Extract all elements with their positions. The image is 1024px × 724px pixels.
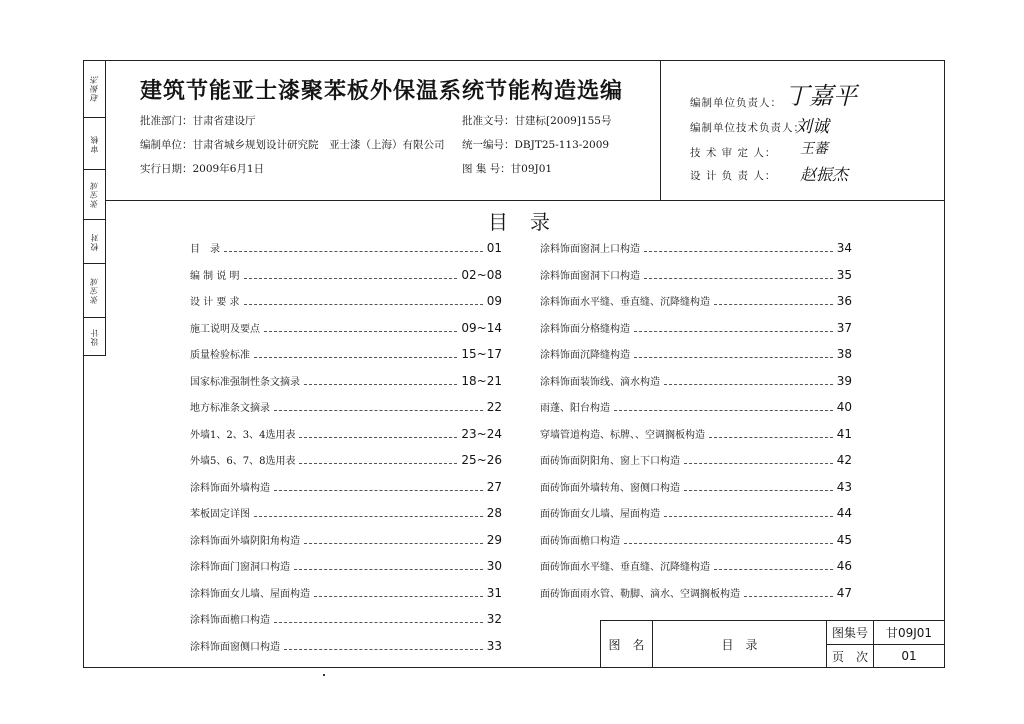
signature-tech-head: 刘诚 (795, 117, 829, 137)
toc-entry (540, 506, 852, 520)
toc-entry-label: 国家标准强制性条文摘录 (190, 376, 300, 388)
toc-entry-page: 09 (486, 294, 502, 308)
toc-entry (190, 347, 502, 361)
toc-entry-label: 涂料饰面装饰线、滴水构造 (540, 376, 660, 388)
page-value: 01 (873, 644, 945, 668)
toc-entry-page: 25~26 (461, 453, 502, 467)
toc-entry-label: 涂料饰面窗洞上口构造 (540, 244, 640, 255)
toc-entry-page: 41 (836, 426, 852, 441)
toc-leader-dots (744, 596, 833, 597)
toc-leader-dots (274, 490, 483, 491)
toc-leader-dots (624, 543, 833, 544)
signature-strip (83, 60, 106, 356)
toc-entry-page: 18~21 (461, 373, 502, 388)
role-design-head: 设 计 负 责 人： (690, 170, 777, 182)
toc-entry-page: 35 (836, 267, 852, 282)
toc-entry (540, 533, 852, 547)
toc-entry-label: 面砖饰面雨水管、勒脚、滴水、空调搁板构造 (540, 588, 740, 600)
toc-leader-dots (634, 331, 833, 332)
role-tech-reviewer: 技 术 审 定 人： (690, 147, 777, 159)
toc-leader-dots (709, 437, 833, 438)
toc-entry (190, 321, 502, 335)
toc-entry-label: 外墙5、6、7、8选用表 (190, 456, 296, 467)
toc-leader-dots (274, 410, 483, 411)
toc-leader-dots (244, 304, 483, 305)
toc-entry-label: 面砖饰面阴阳角、窗上下口构造 (540, 456, 680, 467)
toc-entry-page: 01 (486, 241, 502, 255)
toc-entry-page: 47 (836, 585, 852, 600)
toc-entry (190, 374, 502, 388)
toc-entry-label: 涂料饰面外墙构造 (190, 482, 270, 494)
toc-leader-dots (254, 357, 457, 358)
toc-leader-dots (684, 463, 833, 464)
toc-entry-page: 30 (486, 559, 502, 573)
toc-entry-page: 02~08 (461, 267, 502, 282)
unified-number: 统一编号：DBJT25-113-2009 (462, 139, 610, 151)
title-block (600, 620, 945, 668)
toc-entry-page: 40 (836, 400, 852, 414)
atlas-no-value: 甘09J01 (873, 620, 945, 645)
toc-entry (190, 639, 502, 653)
strip-cell-design: 设计 (83, 318, 105, 356)
toc-leader-dots (284, 649, 483, 650)
atlas-number: 图 集 号：甘09J01 (462, 163, 553, 175)
toc-entry (190, 612, 502, 626)
drawing-name: 目 录 (652, 620, 827, 668)
effective-date: 实行日期：2009年6月1日 (140, 163, 265, 175)
strip-cell-review: 审核 (83, 118, 105, 170)
toc-entry-label: 面砖饰面女儿墙、屋面构造 (540, 509, 660, 520)
toc-leader-dots (714, 569, 833, 570)
toc-entry (190, 559, 502, 573)
toc-entry-page: 34 (836, 241, 852, 255)
toc-entry (190, 294, 502, 308)
toc-entry-label: 涂料饰面水平缝、垂直缝、沉降缝构造 (540, 297, 710, 308)
toc-entry-label: 设 计 要 求 (190, 297, 240, 308)
strip-cell-check: 校对 (83, 220, 105, 264)
toc-leader-dots (224, 251, 483, 252)
toc-entry (190, 533, 502, 547)
toc-entry-label: 外墙1、2、3、4选用表 (190, 429, 296, 441)
toc-entry-label: 面砖饰面檐口构造 (540, 535, 620, 547)
toc-entry (540, 586, 852, 600)
toc-entry-label: 地方标准条文摘录 (190, 403, 270, 414)
toc-leader-dots (299, 437, 457, 438)
toc-entry-label: 涂料饰面窗洞下口构造 (540, 270, 640, 282)
toc-entry-page: 32 (486, 612, 502, 626)
approval-number: 批准文号：甘建标[2009]155号 (462, 115, 612, 127)
toc-entry-label: 施工说明及要点 (190, 323, 260, 335)
role-tech-head: 编制单位技术负责人： (690, 122, 805, 134)
toc-entry-label: 涂料饰面女儿墙、屋面构造 (190, 588, 310, 600)
toc-leader-dots (304, 543, 483, 544)
toc-entry-page: 27 (486, 479, 502, 494)
toc-leader-dots (644, 251, 833, 252)
toc-entry-label: 编 制 说 明 (190, 270, 240, 282)
toc-entry (190, 586, 502, 600)
toc-entry (190, 427, 502, 441)
toc-entry (540, 480, 852, 494)
drawing-name-label: 图 名 (600, 620, 653, 668)
toc-entry-page: 38 (836, 347, 852, 361)
toc-entry (540, 453, 852, 467)
toc-entry-label: 面砖饰面水平缝、垂直缝、沉降缝构造 (540, 562, 710, 573)
toc-entry (540, 347, 852, 361)
compiler-unit: 编制单位：甘肃省城乡规划设计研究院 亚士漆（上海）有限公司 (140, 139, 445, 151)
toc-leader-dots (714, 304, 833, 305)
toc-entry-page: 36 (836, 294, 852, 308)
toc-leader-dots (684, 490, 833, 491)
toc-entry-label: 面砖饰面外墙转角、窗侧口构造 (540, 482, 680, 494)
toc-leader-dots (299, 463, 457, 464)
scan-speck (323, 674, 325, 676)
toc-leader-dots (314, 596, 483, 597)
toc-entry (540, 321, 852, 335)
strip-cell-design-sign: 赵振杰 (83, 60, 105, 118)
toc-leader-dots (664, 516, 833, 517)
toc-entry-page: 45 (836, 532, 852, 547)
toc-leader-dots (614, 410, 833, 411)
toc-entry-label: 涂料饰面分格缝构造 (540, 323, 630, 335)
toc-entry-page: 22 (486, 400, 502, 414)
strip-cell-check-sign: 张宝成 (83, 264, 105, 318)
toc-entry (190, 400, 502, 414)
toc-entry (190, 453, 502, 467)
toc-entry-page: 43 (836, 479, 852, 494)
toc-entry-label: 涂料饰面沉降缝构造 (540, 350, 630, 361)
toc-entry (540, 268, 852, 282)
page-label: 页 次 (826, 644, 874, 668)
toc-entry-label: 涂料饰面门窗洞口构造 (190, 562, 290, 573)
toc-entry (540, 559, 852, 573)
toc-entry (540, 241, 852, 255)
toc-entry-page: 09~14 (461, 320, 502, 335)
toc-entry-page: 46 (836, 559, 852, 573)
toc-leader-dots (274, 622, 483, 623)
toc-leader-dots (304, 384, 457, 385)
toc-leader-dots (244, 278, 458, 279)
toc-entry-label: 涂料饰面外墙阴阳角构造 (190, 535, 300, 547)
approval-dept: 批准部门：甘肃省建设厅 (140, 115, 256, 127)
toc-entry (190, 506, 502, 520)
toc-entry-page: 42 (836, 453, 852, 467)
toc-entry (190, 480, 502, 494)
toc-leader-dots (644, 278, 833, 279)
signature-unit-head: 丁嘉平 (785, 82, 857, 110)
toc-entry-page: 44 (836, 506, 852, 520)
toc-leader-dots (634, 357, 833, 358)
toc-entry-page: 33 (486, 638, 502, 653)
toc-entry-label: 涂料饰面窗侧口构造 (190, 641, 280, 653)
toc-entry (190, 241, 502, 255)
toc-leader-dots (254, 516, 483, 517)
signature-design-head: 赵振杰 (800, 165, 849, 184)
toc-entry-page: 15~17 (461, 347, 502, 361)
strip-cell-review-sign: 张宝成 (83, 170, 105, 220)
toc-leader-dots (294, 569, 483, 570)
toc-entry-label: 穿墙管道构造、标牌、、空调搁板构造 (540, 429, 705, 441)
toc-entry-page: 29 (486, 532, 502, 547)
toc-entry-page: 23~24 (461, 426, 502, 441)
toc-entry-page: 28 (486, 506, 502, 520)
toc-entry-page: 39 (836, 373, 852, 388)
toc-leader-dots (264, 331, 457, 332)
toc-entry (540, 427, 852, 441)
document-title: 建筑节能亚士漆聚苯板外保温系统节能构造选编 (140, 79, 624, 104)
toc-entry-page: 31 (486, 585, 502, 600)
toc-entry-label: 雨蓬、阳台构造 (540, 403, 610, 414)
header-divider (660, 60, 661, 200)
toc-entry-page: 37 (836, 320, 852, 335)
toc-entry (190, 268, 502, 282)
toc-entry-label: 目 录 (190, 244, 220, 255)
toc-entry (540, 400, 852, 414)
role-unit-head: 编制单位负责人： (690, 97, 782, 109)
toc-title: 目录 (488, 210, 572, 234)
toc-entry-label: 苯板固定详图 (190, 509, 250, 520)
toc-leader-dots (664, 384, 833, 385)
toc-entry-label: 质量检验标准 (190, 350, 250, 361)
signature-tech-reviewer: 王蕃 (800, 141, 828, 157)
toc-entry (540, 374, 852, 388)
atlas-no-label: 图集号 (826, 620, 874, 645)
toc-entry (540, 294, 852, 308)
toc-entry-label: 涂料饰面檐口构造 (190, 615, 270, 626)
